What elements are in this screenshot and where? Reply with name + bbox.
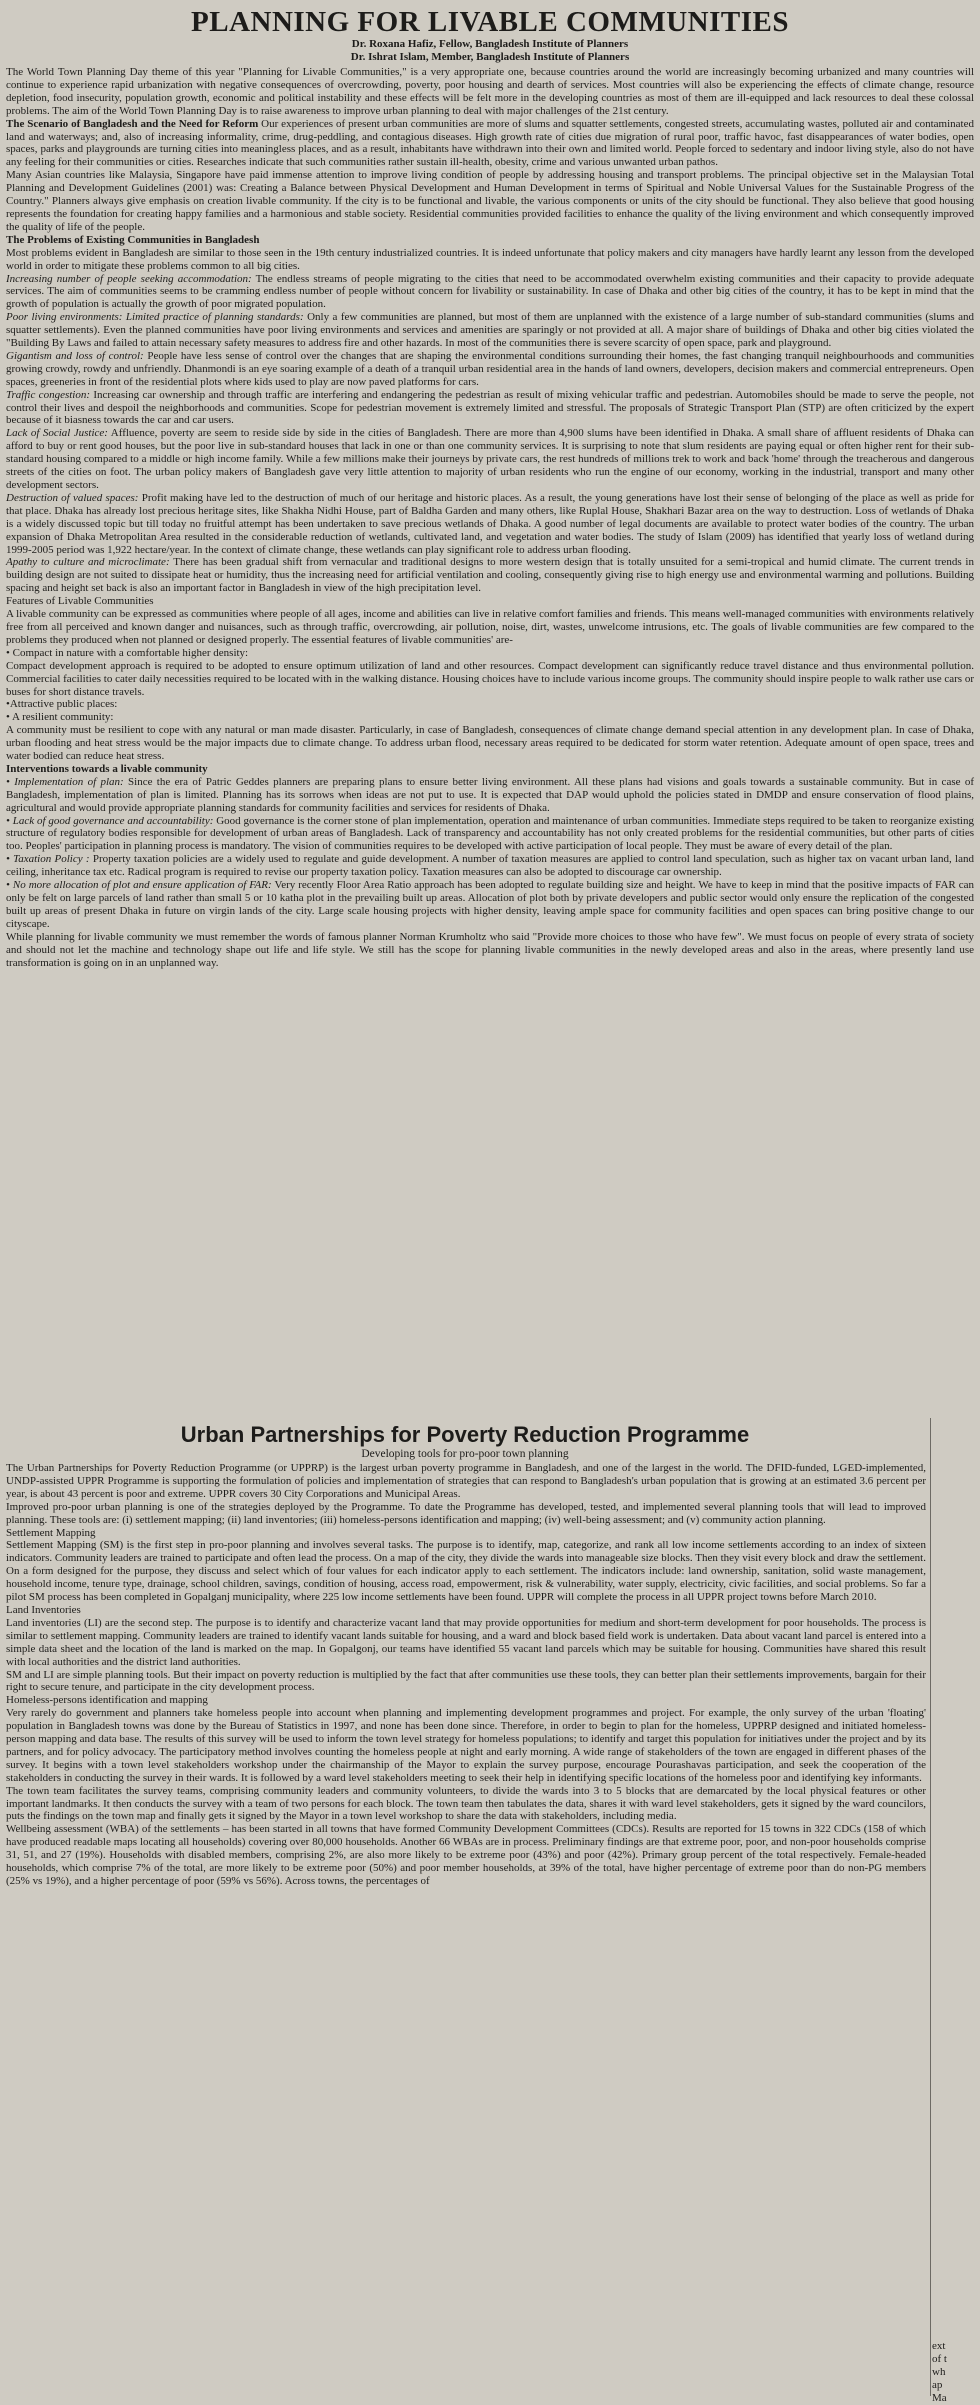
author-line: Dr. Ishrat Islam, Member, Bangladesh Institute of Planners: [350, 51, 630, 63]
paragraph: Settlement Mapping: [6, 1526, 96, 1539]
paragraph: [6, 389, 974, 428]
paragraph: [6, 169, 974, 234]
paragraph-text: While planning for livable community we must remember the words of famous planner Norman Krumholtz who said "Provide more choices to those who have few". We must focus on people of every strata of society and should not let the machine and technology shape out life and life style. We still has the scope for planning livable communities in the newly developed areas and also in the areas, where presently land use transformation is going on in an unplanned way.: [6, 930, 974, 969]
paragraph: [6, 595, 974, 608]
paragraph-text: The endless streams of people migrating to the cities that need to be accommodated overwhelm existing communities and their capacity to provide adequate services. The aim of communities seems to be cramming endless number of people without concern for livability or sustainability. In case of Dhaka and other big cities of the country, it has to be kept in mind that the growth of population is actually the growth of poor migrated population.: [6, 272, 974, 311]
paragraph-text: Property taxation policies are a widely used to regulate and guide development. A number of taxation measures are applied to control land speculation, such as higher tax on vacant urban land, land ceiling, inheritance tax etc. Radical program is required to revise our property taxation policy. Taxation measures can also be adopted to discourage car ownership.: [6, 853, 974, 879]
lead-in: Apathy to culture and microclimate:: [6, 556, 170, 569]
paragraph: [6, 879, 974, 931]
paragraph: [6, 647, 974, 660]
paragraph: [6, 763, 974, 776]
article-title: PLANNING FOR LIVABLE COMMUNITIES: [191, 6, 789, 38]
paragraph-text: Since the era of Patric Geddes planners are preparing plans to ensure better living environment. All these plans had visions and goals towards a sustainable community. But in case of Bangladesh, implementation of plan is limited. Planning has its sorrows when ideas are not put to use. It is expected that DAP would uphold the policies stated in DMDP and ensure conservation of flood plains, agricultural and would provide appropriate planning standards for community facilities and services for residents of Dhaka.: [6, 775, 974, 814]
paragraph-text: Profit making have led to the destruction of much of our heritage and historic places. As a result, the young generations have lost their sense of belonging of the place as well as pride for that place. Dhaka has already lost precious heritage sites, like Shakha Nidhi House, part of Baldha Garden and many others, like Ruplal House, Shakhari Bazar area on the way to destruction. Loss of wetlands of Dhaka is a widely discussed topic but till today no fruitful attempt has been undertaken to save precious wetlands of Dhaka. A good number of legal documents are available to protect water bodies of the country. The urban expansion of Dhaka Metropolitan Area resulted in the considerable reduction of wetlands, cultivated land, and vegetation and water bodies. The study of Islam (2009) has identified that yearly loss of wetland during 1999-2005 period was 1,922 hectare/year. In the context of climate change, these wetlands can play significant role to address urban flooding.: [6, 491, 974, 556]
article-title: Urban Partnerships for Poverty Reduction Programme: [180, 1422, 750, 1447]
paragraph-text: Very recently Floor Area Ratio approach has been adopted to regulate building size and height. We have to keep in mind that the positive impacts of FAR can only be felt on large parcels of land rather than small 5 or 10 katha plot in the prevailing built up areas. Allocation of plot both by private developers and public sector would only ensure the replication of the congested built up areas of present Dhaka in future on virgin lands of the city. Large scale housing projects with higher density, leaving ample space for community facilities and open spaces can bring positive change to our cityscape.: [6, 879, 974, 930]
paragraph-text: Increasing car ownership and through traffic are interfering and endangering the pedestrian as result of mixing vehicular traffic and pedestrian. Automobiles should be made to serve the people, not control their lives and despoil the neighborhoods and communities. Scope for pedestrian movement is extremely limited and stressful. The proposals of Strategic Transport Plan (STP) are often criticized by the expert because of it biasness towards the car and car users.: [6, 388, 974, 427]
column-fragment-line: ap: [932, 2379, 943, 2391]
lead-in: Gigantism and loss of control:: [6, 349, 144, 362]
paragraph-text: Affluence, poverty are seem to reside side by side in the cities of Bangladesh. There are more than 4,900 slums have been identified in Dhaka. A small share of affluent residents of Dhaka can afford to buy or rent good houses, but the poor live in sub-standard houses that lack in one or than one community services. It is surprising to note that slum residents are paying equal or often higher rent for their sub-standard housing compared to a middle or high income family. While a few millions make their journeys by private cars, the rest hundreds of millions trek to work and back 'home' through the treacherous and dangerous streets of the cities on foot. The urban policy makers of Bangladesh gave very little attention to majority of urban residents who run the engine of our economy, working in the industrial, transport and many other development sectors.: [6, 427, 974, 491]
section-heading: Interventions towards a livable community: [6, 762, 208, 775]
paragraph: [6, 118, 974, 170]
paragraph-text: Many Asian countries like Malaysia, Singapore have paid immense attention to improve living condition of people by addressing housing and transport problems. The principal objective set in the Malaysian Total Planning and Development Guidelines (2001) was: Creating a Balance between Physical Development and Human Development in terms of Spiritual and Noble Universal Values for the Sustainable Progress of the Country." Planners always give emphasis on creation livable community. If the city is to be functional and livable, the various components or units of the city should be functional. They also believe that good housing represents the foundation for creating happy families and a harmonious and stable society. Residential communities provided facilities to enhance the quality of the living environment and which consequently improved the quality of life of the people.: [6, 169, 974, 233]
column-fragment-line: of t: [932, 2353, 947, 2365]
paragraph: [6, 247, 974, 273]
paragraph: Land inventories (LI) are the second step. The purpose is to identify and characterize vacant land that may provide opportunities for medium and short-term development for poor households. The process is similar to settlement mapping. Community leaders are trained to identify vacant lands suitable for housing, and a ward and block based field work is undertaken. Data about vacant land parcel is entered into a simple data sheet and the location of the land is marked on the map. In Gopalgonj, our teams have identified 55 vacant land parcels which may be suitable for housing. Communities have shared this result with local authorities and the district land authorities.: [6, 1616, 926, 1668]
paragraph-text: • Compact in nature with a comfortable higher density:: [6, 646, 249, 659]
section-heading: The Scenario of Bangladesh and the Need for Reform: [6, 117, 259, 130]
paragraph: [6, 556, 974, 595]
paragraph: [6, 66, 974, 118]
paragraph-text: Features of Livable Communities: [6, 595, 154, 608]
paragraph: [6, 711, 974, 724]
paragraph-text: Most problems evident in Bangladesh are similar to those seen in the 19th century industrialized countries. It is indeed unfortunate that policy makers and city managers have hardly learnt any lesson from the developed world in order to mitigate these problems common to all big cities.: [6, 246, 974, 272]
paragraph: [6, 698, 974, 711]
paragraph: The town team facilitates the survey teams, comprising community leaders and community volunteers, to divide the wards into 3 to 5 blocks that are demarcated by the local physical features or other important landmarks. It then conducts the survey with a team of two persons for each block. The town team then tabulates the data, shares it with ward level stakeholders, gets it signed by the ward councilors, puts the findings on the town map and finally gets it signed by the Mayor in a town level workshop to share the data with stakeholders, including media.: [6, 1784, 926, 1823]
paragraph-text: Our experiences of present urban communities are more of slums and squatter settlements, congested streets, accumulating wastes, polluted air and contaminated land and waterways; and, also of increasing informality, crime, drug-peddling, and contagious diseases. High growth rate of cities due migration of rural poor, traffic havoc, fast disappearances of water bodies, open spaces, parks and playgrounds are turning cities into meaningless places, and as a result, inhabitants have withdrawn into their own and limited world. People forced to sedentary and indoor living style, also do not have any feeling for their communities or cities. Researches indicate that such communities rather sustain ill-health, obesity, crime and various unwanted urban pathos.: [6, 117, 974, 169]
paragraph: [6, 311, 974, 350]
article-body: [0, 66, 980, 969]
article-body: [0, 1462, 930, 1888]
paragraph-text: • A resilient community:: [6, 711, 114, 724]
paragraph: [6, 273, 974, 312]
paragraph: [6, 853, 974, 879]
lead-in: • Implementation of plan:: [6, 775, 124, 788]
article-urban-partnerships: [0, 1418, 930, 2396]
paragraph: [6, 724, 974, 763]
paragraph: [6, 608, 974, 647]
paragraph: Settlement Mapping (SM) is the first step in pro-poor planning and involves several tasks. The purpose is to identify, map, categorize, and rank all low income settlements according to an index of sixteen indicators. Community leaders are trained to participate and often lead the process. On a map of the city, they divide the wards into manageable size blocks. Then they visit every block and draw the settlement. On a form designed for the purpose, they discuss and select which of four values for each indicator apply to each settlement. The indicators include: land ownership, sanitation, solid waste management, household income, tenure type, drainage, school children, savings, condition of housing, access road, empowerment, risk & vulnerability, water supply, electricity, civic facilities, and social problems. So far a pilot SM process has been completed in Gopalganj municipality, where 225 low income settlements have been found. UPPR will complete the process in all UPPR project towns before March 2010.: [6, 1539, 926, 1604]
paragraph-text: •Attractive public places:: [6, 698, 118, 711]
paragraph: [6, 815, 974, 854]
lead-in: Traffic congestion:: [6, 388, 91, 401]
section-heading: The Problems of Existing Communities in Bangladesh: [6, 233, 260, 246]
paragraph-text: Compact development approach is required to be adopted to ensure optimum utilization of land and other resources. Compact development can significantly reduce travel distance and thus environmental pollution. Commercial facilities to cater daily necessities required to be located with in the walking distance. Housing choices have to include various income groups. The community should inspire people to walk rather use cars or buses for short distance travels.: [6, 659, 974, 698]
paragraph-text: Good governance is the corner stone of plan implementation, operation and maintenance of urban communities. Immediate steps required to be taken to reorganize existing structure of regulatory bodies responsible for development of urban areas of Bangladesh. Lack of transparency and accountability has not only created problems for the residential communities, but other parts of cities too. Peoples' participation in planning process is mandatory. The vision of communities requires to be developed with active participation of local people. They must be aware of every detail of the plan.: [6, 814, 974, 853]
lead-in: Increasing number of people seeking accommodation:: [6, 272, 252, 285]
lead-in: Poor living environments: Limited practice of planning standards:: [6, 311, 304, 324]
paragraph: The Urban Partnerships for Poverty Reduction Programme (or UPPRP) is the largest urban poverty programme in Bangladesh, and one of the largest in the world. The DFID-funded, LGED-implemented, UNDP-assisted UPPR Programme is supporting the formulation of policies and implementation of strategies that can respond to Bangladesh's urban population that is growing at an estimated 3.6 percent per year, is about 43 percent is poor and extreme. UPPR covers 30 City Corporations and Municipal Areas.: [6, 1462, 926, 1500]
column-divider: [930, 1418, 931, 2396]
paragraph: [6, 776, 974, 815]
lead-in: • Taxation Policy :: [6, 853, 90, 866]
paragraph: SM and LI are simple planning tools. But their impact on poverty reduction is multiplied by the fact that after communities use these tools, they can better plan their settlements improvements, bargain for their right to secure tenure, and participate in the city development process.: [6, 1668, 926, 1694]
paragraph-text: There has been gradual shift from vernacular and traditional designs to more western design that is totally unsuited for a semi-tropical and humid climate. The current trends in building design are not suited to dissipate heat or humidity, thus the increasing need for artificial ventilation and cooling, consequently giving rise to high energy use and environmental warming and pollutions. Building spacing and height set back is also an important factor in Bangladesh in view of the high precipitation level.: [6, 556, 974, 595]
column-fragment-line: wh: [932, 2366, 946, 2378]
paragraph: [6, 427, 974, 492]
paragraph-text: The World Town Planning Day theme of this year "Planning for Livable Communities," is a very appropriate one, because countries around the world are increasingly becoming urbanized and many countries will continue to experience rapid urbanization with negative consequences of overcrowding, poverty, poor housing and dearth of services. Most countries will also be experiencing the effects of climate change, resource depletion, food insecurity, population growth, economic and political instability and these effects will be felt more in the developing countries as most of them are ill-equipped and lack resources to deal these colossal problems. The aim of the World Town Planning Day is to raise awareness to improve urban planning to deal with major challenges of the 21st century.: [6, 66, 974, 117]
paragraph: [6, 660, 974, 699]
article-subtitle: Developing tools for pro-poor town planning: [361, 1448, 569, 1460]
paragraph: Land Inventories: [6, 1603, 81, 1616]
adjacent-column-fragment: [932, 2340, 980, 2404]
paragraph: [6, 492, 974, 557]
paragraph-text: People have less sense of control over the changes that are shaping the environmental conditions surrounding their homes, the fast changing tranquil neighbourhoods and communities growing crowdy, rowdy and unfriendly. Dhanmondi is an eye soaring example of a death of a tranquil urban residential area in the hands of land owners, developers, decision makers and commercial entrepreneurs. Open spaces, greeneries in front of the residential plots where kids used to play are now paved platforms for cars.: [6, 349, 974, 388]
paragraph: [6, 234, 974, 247]
paragraph: Very rarely do government and planners take homeless people into account when planning and implementing development programmes and project. For example, the only survey of the urban 'floating' population in Bangladesh towns was done by the Bureau of Statistics in 1997, and none has been done since. Therefore, in order to begin to plan for the homeless, UPPRP designed and initiated homeless-person mapping and data base. The results of this survey will be used to inform the town level strategy for homeless populations; to identify and target this population for initiatives under the project and by its partners, and for policy advocacy. The participatory method involves counting the homeless people at night and early morning. A wide range of stakeholders of the town are engaged in different phases of the survey. It begins with a town level stakeholders workshop under the chairmanship of the Mayor to explain the survey purpose, encourage Pourashavas participation, and seek the cooperation of the stakeholders in conducting the survey in their wards. It is followed by a ward level stakeholders meeting to seek their help in identifying specific locations of the homeless poor and identifying key informants.: [6, 1707, 926, 1784]
paragraph: Wellbeing assessment (WBA) of the settlements – has been started in all towns that have formed Community Development Committees (CDCs). Results are reported for 15 towns in 322 CDCs (158 of which have produced readable maps locating all households) covering over 80,000 households. Another 66 WBAs are in process. Preliminary findings are that extreme poor, poor, and non-poor households comprise 31, 51, and 27 (19%). Households with disabled members, comprising 2%, are also more likely to be extreme poor (43%) and poor (42%). Primary group percent of the total respectively. Female-headed households, which comprise 7% of the total, are more likely to be extreme poor (50%) and poor member households, at 39% of the total, have higher percentage of extreme poor than do non-PG members (25% vs 19%), and a higher percentage of poor (59% vs 56%). Across towns, the percentages of: [6, 1823, 926, 1887]
lead-in: • Lack of good governance and accountability:: [6, 814, 214, 827]
column-fragment-line: Ma: [932, 2392, 947, 2404]
paragraph-text: A community must be resilient to cope with any natural or man made disaster. Particularly, in case of Bangladesh, consequences of climate change demand special attention in any development plan. In case of Dhaka, urban flooding and heat stress would be the major impacts due to climate change. To address urban flood, necessary areas required to be dedicated for storm water retention. Adequate amount of open space, trees and water bodied can reduce heat stress.: [6, 724, 974, 763]
paragraph-text: Only a few communities are planned, but most of them are unplanned with the existence of a large number of sub-standard communities (slums and squatter settlements). Even the planned communities have poor living environments and services and amenities are sparingly or not provided at all. A major share of buildings of Dhaka and other big cities violated the "Building By Laws and failed to attain necessary safety measures to address fire and other hazards. In most of the communities there is severe scarcity of open space, park and playground.: [6, 311, 974, 350]
lead-in: Lack of Social Justice:: [6, 427, 108, 440]
paragraph-text: A livable community can be expressed as communities where people of all ages, income and abilities can live in relative comfort families and friends. This means well-managed communities with environments relatively free from all perceived and known danger and nuisances, such as through traffic, overcrowding, air pollution, noise, dirt, wastes, unwelcome intrusions, etc. The goals of livable communities are few compared to the problems they produced when not planned or designed properly. The essential features of livable communities' are-: [6, 608, 974, 646]
paragraph: Homeless-persons identification and mapping: [6, 1694, 208, 1707]
paragraph: Improved pro-poor urban planning is one of the strategies deployed by the Programme. To date the Programme has developed, tested, and implemented several planning tools that will lead to improved planning. These tools are: (i) settlement mapping; (ii) land inventories; (iii) homeless-persons identification and mapping; (iv) well-being assessment; and (v) community action planning.: [6, 1500, 926, 1526]
lead-in: Destruction of valued spaces:: [6, 491, 139, 504]
author-line: Dr. Roxana Hafiz, Fellow, Bangladesh Institute of Planners: [351, 38, 629, 50]
lead-in: • No more allocation of plot and ensure application of FAR:: [6, 879, 272, 892]
column-fragment-line: ext: [932, 2340, 946, 2352]
paragraph: [6, 350, 974, 389]
paragraph: [6, 931, 974, 970]
